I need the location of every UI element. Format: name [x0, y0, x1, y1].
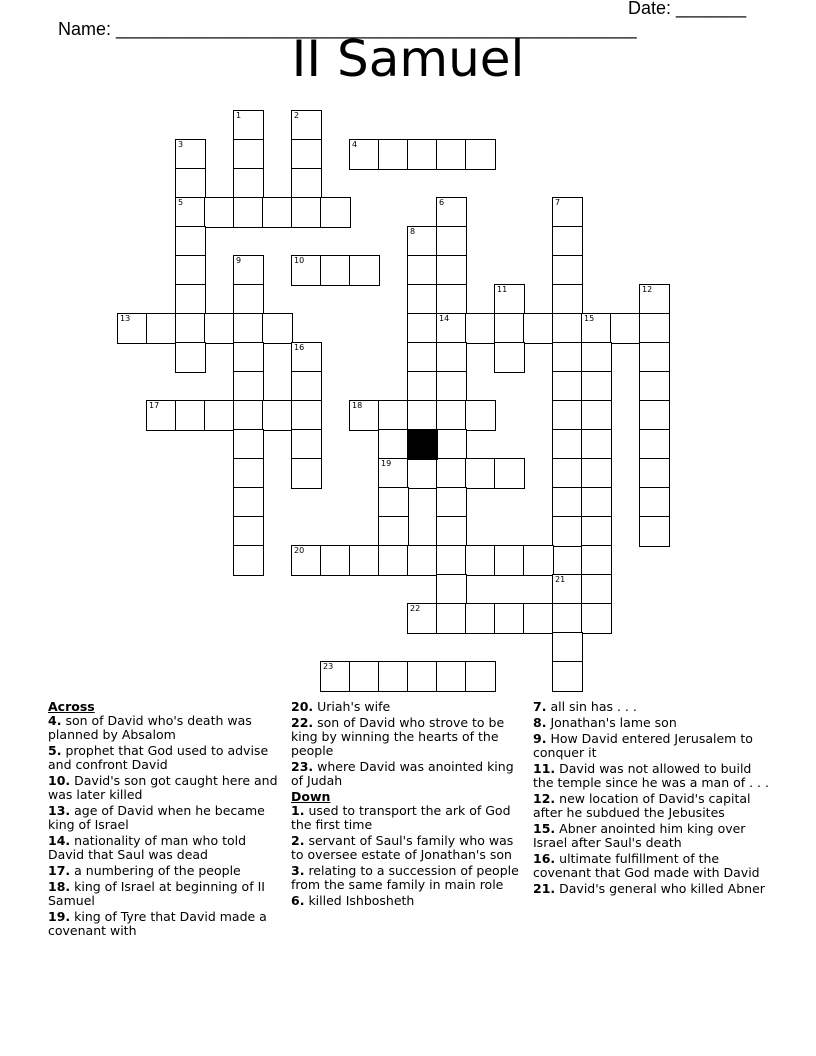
clue-number: 22.	[291, 715, 314, 730]
grid-cell[interactable]	[233, 545, 264, 576]
grid-cell[interactable]	[407, 458, 438, 489]
grid-cell-17[interactable]	[146, 400, 177, 431]
grid-cell-6[interactable]	[436, 197, 467, 228]
clue-number: 2.	[291, 833, 305, 848]
grid-cell-4[interactable]	[349, 139, 380, 170]
grid-cell-3[interactable]	[175, 139, 206, 170]
clue-item	[48, 834, 280, 862]
clue-item	[48, 774, 280, 802]
grid-cell[interactable]	[291, 197, 322, 228]
clue-number: 20	[294, 546, 305, 555]
grid-cell[interactable]	[552, 342, 583, 373]
grid-cell[interactable]	[639, 371, 670, 402]
grid-cell[interactable]	[581, 603, 612, 634]
clue-text: ultimate fulfillment of the covenant that God made with David	[533, 851, 760, 880]
section-heading-down: Down	[291, 789, 331, 804]
clue-item	[291, 894, 523, 908]
black-square	[407, 429, 438, 460]
clue-number: 4	[352, 140, 358, 149]
clue-number: 7	[555, 198, 561, 207]
grid-cell[interactable]	[436, 429, 467, 460]
clue-item	[291, 864, 523, 892]
grid-cell[interactable]	[436, 400, 467, 431]
grid-cell-16[interactable]	[291, 342, 322, 373]
grid-cell[interactable]	[639, 516, 670, 547]
grid-cell[interactable]	[407, 371, 438, 402]
date-field-label: Date: _______	[628, 0, 747, 18]
clue-number: 15	[584, 314, 595, 323]
grid-cell-9[interactable]	[233, 255, 264, 286]
grid-cell[interactable]	[581, 487, 612, 518]
grid-cell[interactable]	[436, 661, 467, 692]
grid-cell[interactable]	[349, 255, 380, 286]
grid-cell[interactable]	[436, 255, 467, 286]
clue-text: How David entered Jerusalem to conquer it	[533, 731, 753, 760]
grid-cell[interactable]	[639, 400, 670, 431]
grid-cell[interactable]	[552, 371, 583, 402]
grid-cell-8[interactable]	[407, 226, 438, 257]
grid-cell[interactable]	[349, 545, 380, 576]
clue-item	[291, 804, 523, 832]
grid-cell[interactable]	[204, 197, 235, 228]
clue-number: 22	[410, 604, 421, 613]
grid-cell[interactable]	[436, 284, 467, 315]
clue-number: 18.	[48, 879, 71, 894]
grid-cell[interactable]	[465, 603, 496, 634]
grid-cell[interactable]	[436, 603, 467, 634]
clue-number: 6	[439, 198, 445, 207]
grid-cell[interactable]	[465, 400, 496, 431]
grid-cell[interactable]	[465, 545, 496, 576]
clue-item	[291, 760, 523, 788]
grid-cell[interactable]	[407, 139, 438, 170]
grid-cell[interactable]	[204, 313, 235, 344]
clue-number: 11.	[533, 761, 556, 776]
grid-cell[interactable]	[233, 313, 264, 344]
grid-cell[interactable]	[639, 429, 670, 460]
clue-item	[533, 852, 769, 880]
clue-number: 9	[236, 256, 242, 265]
grid-cell[interactable]	[320, 197, 351, 228]
clue-number: 7.	[533, 699, 547, 714]
clue-number: 2	[294, 111, 300, 120]
grid-cell-10[interactable]	[291, 255, 322, 286]
clue-number: 1	[236, 111, 242, 120]
clue-number: 3	[178, 140, 184, 149]
grid-cell[interactable]	[175, 226, 206, 257]
name-field-label: Name: ____________________________________________________	[58, 19, 637, 39]
grid-cell[interactable]	[552, 661, 583, 692]
grid-cell[interactable]	[262, 313, 293, 344]
clue-item	[48, 880, 280, 908]
grid-cell-7[interactable]	[552, 197, 583, 228]
grid-cell[interactable]	[639, 342, 670, 373]
grid-cell[interactable]	[494, 313, 525, 344]
grid-cell[interactable]	[233, 400, 264, 431]
grid-cell-11[interactable]	[494, 284, 525, 315]
clue-number: 13.	[48, 803, 71, 818]
grid-cell[interactable]	[581, 429, 612, 460]
clue-text: Abner anointed him king over Israel after Saul's death	[533, 821, 746, 850]
clue-item	[48, 864, 280, 878]
clue-number: 20.	[291, 699, 314, 714]
grid-cell[interactable]	[407, 342, 438, 373]
grid-cell[interactable]	[291, 400, 322, 431]
grid-cell[interactable]	[233, 516, 264, 547]
clue-number: 16.	[533, 851, 556, 866]
grid-cell[interactable]	[639, 458, 670, 489]
grid-cell[interactable]	[465, 661, 496, 692]
grid-cell[interactable]	[407, 545, 438, 576]
clue-number: 5	[178, 198, 184, 207]
grid-cell[interactable]	[378, 400, 409, 431]
clue-number: 21.	[533, 881, 556, 896]
grid-cell[interactable]	[581, 458, 612, 489]
clue-number: 4.	[48, 713, 62, 728]
grid-cell[interactable]	[233, 371, 264, 402]
grid-cell[interactable]	[436, 545, 467, 576]
grid-cell[interactable]	[523, 313, 554, 344]
grid-cell[interactable]	[581, 574, 612, 605]
grid-cell[interactable]	[581, 545, 612, 576]
clue-item	[48, 714, 280, 742]
clue-text: son of David who strove to be king by winning the hearts of the people	[291, 715, 505, 758]
clue-text: son of David who's death was planned by Absalom	[48, 713, 252, 742]
clue-number: 10.	[48, 773, 71, 788]
grid-cell[interactable]	[552, 458, 583, 489]
clue-number: 9.	[533, 731, 547, 746]
clue-text: age of David when he became king of Israel	[48, 803, 265, 832]
grid-cell[interactable]	[407, 313, 438, 344]
grid-cell[interactable]	[378, 661, 409, 692]
clue-column-3	[533, 700, 769, 898]
clue-text: where David was anointed king of Judah	[291, 759, 514, 788]
grid-cell[interactable]	[320, 545, 351, 576]
clue-number: 6.	[291, 893, 305, 908]
grid-cell[interactable]	[291, 429, 322, 460]
clue-item	[533, 822, 769, 850]
grid-cell[interactable]	[552, 429, 583, 460]
grid-cell[interactable]	[407, 661, 438, 692]
grid-cell-23[interactable]	[320, 661, 351, 692]
clue-number: 10	[294, 256, 305, 265]
grid-cell[interactable]	[552, 603, 583, 634]
grid-cell[interactable]	[552, 226, 583, 257]
grid-cell[interactable]	[436, 226, 467, 257]
clue-number: 5.	[48, 743, 62, 758]
clue-item	[533, 700, 769, 714]
grid-cell[interactable]	[436, 371, 467, 402]
grid-cell-21[interactable]	[552, 574, 583, 605]
clue-text: Jonathan's lame son	[550, 715, 677, 730]
clue-item	[48, 910, 280, 938]
clue-number: 11	[497, 285, 508, 294]
grid-cell[interactable]	[175, 168, 206, 199]
clue-text: prophet that God used to advise and confront David	[48, 743, 269, 772]
section-heading-across: Across	[48, 699, 95, 714]
grid-cell[interactable]	[494, 603, 525, 634]
clue-text: all sin has . . .	[550, 699, 637, 714]
grid-cell[interactable]	[262, 197, 293, 228]
clue-text: killed Ishbosheth	[308, 893, 415, 908]
clue-number: 23.	[291, 759, 314, 774]
clue-item	[533, 716, 769, 730]
clue-item	[291, 834, 523, 862]
grid-cell[interactable]	[291, 458, 322, 489]
clue-number: 14.	[48, 833, 71, 848]
grid-cell[interactable]	[407, 284, 438, 315]
grid-cell[interactable]	[465, 458, 496, 489]
grid-cell[interactable]	[233, 429, 264, 460]
clue-number: 1.	[291, 803, 305, 818]
grid-cell[interactable]	[581, 400, 612, 431]
clue-item	[533, 762, 769, 790]
grid-cell[interactable]	[146, 313, 177, 344]
clue-number: 21	[555, 575, 566, 584]
grid-cell-18[interactable]	[349, 400, 380, 431]
grid-cell-20[interactable]	[291, 545, 322, 576]
grid-cell[interactable]	[581, 371, 612, 402]
clue-column-1	[48, 700, 280, 940]
grid-cell[interactable]	[378, 516, 409, 547]
clue-number: 12	[642, 285, 653, 294]
grid-cell[interactable]	[639, 313, 670, 344]
grid-cell[interactable]	[233, 458, 264, 489]
grid-cell[interactable]	[552, 284, 583, 315]
clue-item	[533, 732, 769, 760]
clue-text: a numbering of the people	[74, 863, 241, 878]
grid-cell[interactable]	[494, 458, 525, 489]
grid-cell[interactable]	[552, 487, 583, 518]
clue-item	[48, 744, 280, 772]
grid-cell[interactable]	[233, 139, 264, 170]
grid-cell[interactable]	[291, 139, 322, 170]
grid-cell[interactable]	[233, 284, 264, 315]
grid-cell-19[interactable]	[378, 458, 409, 489]
grid-cell-2[interactable]	[291, 110, 322, 141]
clue-item	[533, 792, 769, 820]
clue-number: 23	[323, 662, 334, 671]
clue-number: 14	[439, 314, 450, 323]
clue-item	[533, 882, 769, 896]
grid-cell[interactable]	[436, 574, 467, 605]
clue-text: David was not allowed to build the temple since he was a man of . . .	[533, 761, 769, 790]
grid-cell[interactable]	[523, 545, 554, 576]
grid-cell[interactable]	[494, 545, 525, 576]
grid-cell[interactable]	[175, 400, 206, 431]
clue-text: David's son got caught here and was later killed	[48, 773, 278, 802]
grid-cell[interactable]	[436, 487, 467, 518]
grid-cell[interactable]	[610, 313, 641, 344]
grid-cell[interactable]	[233, 487, 264, 518]
grid-cell[interactable]	[233, 197, 264, 228]
grid-cell[interactable]	[378, 545, 409, 576]
clue-text: servant of Saul's family who was to oversee estate of Jonathan's son	[291, 833, 514, 862]
clue-text: king of Tyre that David made a covenant with	[48, 909, 267, 938]
grid-cell[interactable]	[378, 487, 409, 518]
clue-text: nationality of man who told David that Saul was dead	[48, 833, 247, 862]
grid-cell[interactable]	[552, 313, 583, 344]
grid-cell[interactable]	[378, 429, 409, 460]
clue-text: used to transport the ark of God the first time	[291, 803, 511, 832]
grid-cell-12[interactable]	[639, 284, 670, 315]
grid-cell-5[interactable]	[175, 197, 206, 228]
grid-cell[interactable]	[349, 661, 380, 692]
grid-cell[interactable]	[233, 168, 264, 199]
clue-number: 8.	[533, 715, 547, 730]
grid-cell[interactable]	[581, 516, 612, 547]
grid-cell[interactable]	[407, 400, 438, 431]
grid-cell[interactable]	[291, 371, 322, 402]
clue-text: Uriah's wife	[317, 699, 391, 714]
grid-cell[interactable]	[494, 342, 525, 373]
grid-cell[interactable]	[233, 342, 264, 373]
grid-cell[interactable]	[407, 255, 438, 286]
grid-cell[interactable]	[291, 168, 322, 199]
grid-cell-22[interactable]	[407, 603, 438, 634]
grid-cell[interactable]	[320, 255, 351, 286]
grid-cell[interactable]	[378, 139, 409, 170]
grid-cell-15[interactable]	[581, 313, 612, 344]
grid-cell[interactable]	[175, 284, 206, 315]
grid-cell[interactable]	[436, 516, 467, 547]
grid-cell[interactable]	[175, 255, 206, 286]
clue-number: 13	[120, 314, 131, 323]
clue-item	[48, 804, 280, 832]
grid-cell[interactable]	[552, 255, 583, 286]
grid-cell-13[interactable]	[117, 313, 148, 344]
page-title: II Samuel	[291, 30, 525, 88]
grid-cell[interactable]	[552, 400, 583, 431]
grid-cell[interactable]	[552, 632, 583, 663]
grid-cell[interactable]	[436, 458, 467, 489]
clue-number: 16	[294, 343, 305, 352]
grid-cell-1[interactable]	[233, 110, 264, 141]
grid-cell-14[interactable]	[436, 313, 467, 344]
clue-item	[291, 700, 523, 714]
clue-number: 18	[352, 401, 363, 410]
grid-cell[interactable]	[175, 342, 206, 373]
clue-number: 12.	[533, 791, 556, 806]
clue-number: 17.	[48, 863, 71, 878]
grid-cell[interactable]	[465, 139, 496, 170]
grid-cell[interactable]	[262, 400, 293, 431]
clue-text: relating to a succession of people from the same family in main role	[291, 863, 519, 892]
grid-cell[interactable]	[523, 603, 554, 634]
clue-number: 19.	[48, 909, 71, 924]
clue-item	[291, 716, 523, 758]
grid-cell[interactable]	[204, 400, 235, 431]
clue-column-2	[291, 700, 523, 910]
clue-number: 8	[410, 227, 416, 236]
grid-cell[interactable]	[436, 342, 467, 373]
grid-cell[interactable]	[581, 342, 612, 373]
clue-number: 17	[149, 401, 160, 410]
clue-number: 19	[381, 459, 392, 468]
grid-cell[interactable]	[436, 139, 467, 170]
grid-cell[interactable]	[639, 487, 670, 518]
grid-cell[interactable]	[552, 516, 583, 547]
clue-text: king of Israel at beginning of II Samuel	[48, 879, 265, 908]
clue-number: 3.	[291, 863, 305, 878]
grid-cell[interactable]	[465, 313, 496, 344]
clue-text: David's general who killed Abner	[559, 881, 765, 896]
clue-text: new location of David's capital after he subdued the Jebusites	[533, 791, 751, 820]
grid-cell[interactable]	[175, 313, 206, 344]
clue-number: 15.	[533, 821, 556, 836]
